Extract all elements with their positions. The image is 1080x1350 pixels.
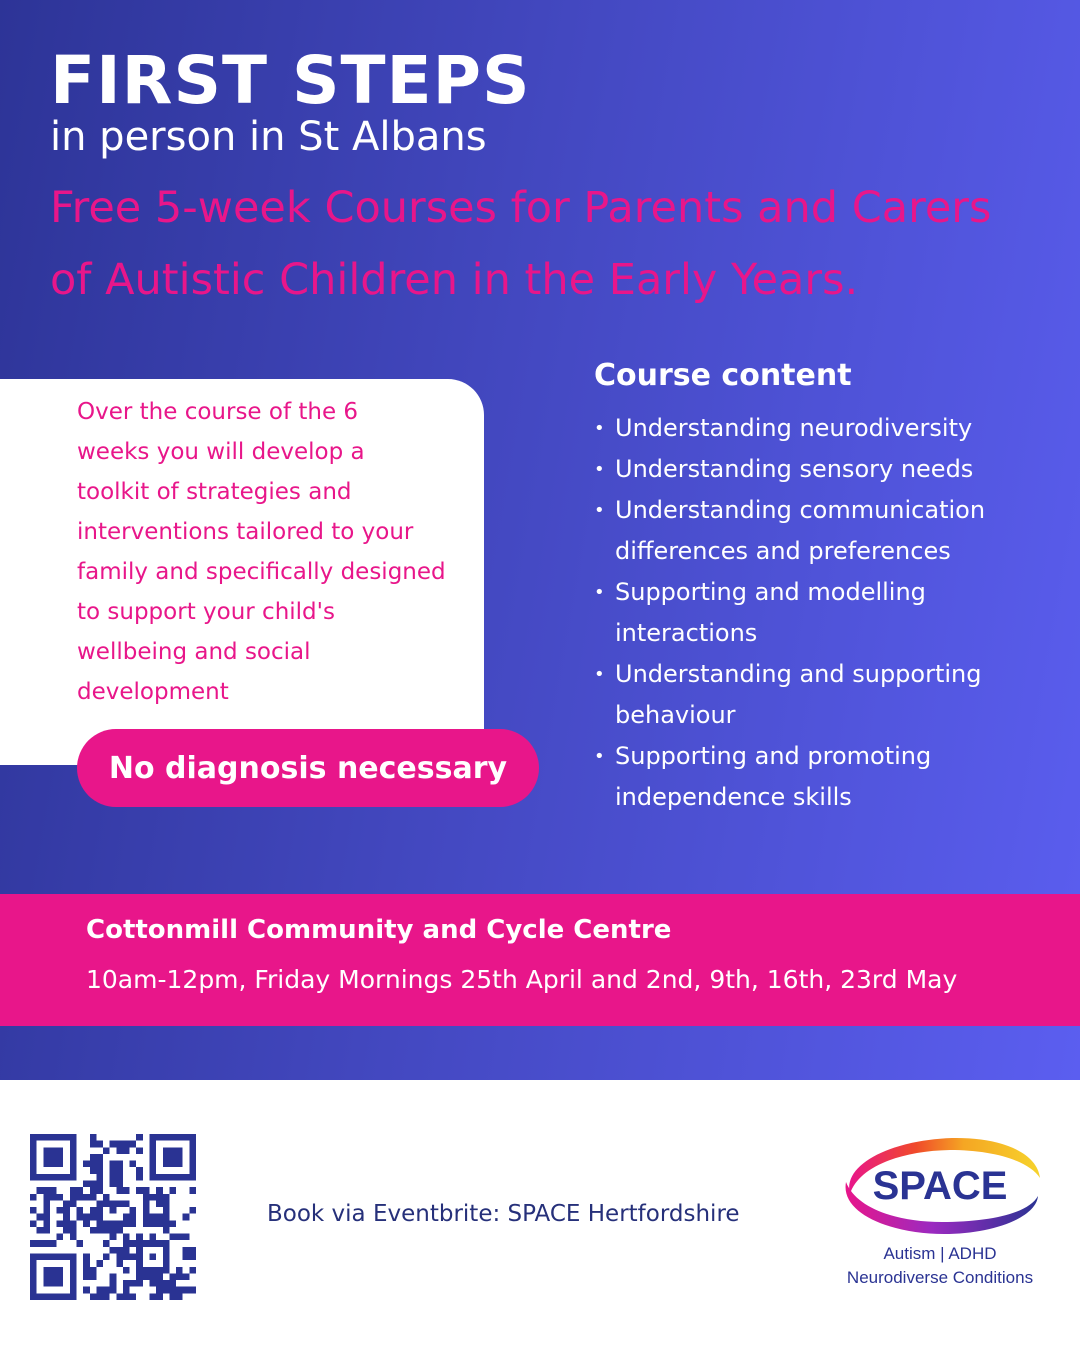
list-item-text: Supporting and promoting	[615, 742, 932, 770]
intro-line: Over the course of the 6	[77, 399, 359, 425]
list-item-text: Understanding and supporting	[615, 660, 982, 688]
list-item-text: differences and preferences	[615, 537, 951, 565]
bullet-icon: •	[594, 664, 605, 685]
course-content-list	[594, 408, 1064, 818]
bullet-icon: •	[594, 459, 605, 480]
logo-tagline-line: Neurodiverse Conditions	[846, 1268, 1034, 1287]
tagline-line: Free 5-week Courses for Parents and Carers	[50, 183, 992, 233]
intro-line: interventions tailored to your	[77, 519, 414, 545]
intro-line: development	[77, 679, 229, 705]
venue-name: Cottonmill Community and Cycle Centre	[86, 915, 672, 945]
bullet-icon: •	[594, 746, 605, 767]
list-item	[594, 572, 1064, 654]
no-diagnosis-badge: No diagnosis necessary	[77, 729, 539, 807]
intro-text	[77, 392, 457, 712]
list-item	[594, 654, 1064, 736]
intro-line: to support your child's	[77, 599, 335, 625]
list-item-text: Understanding neurodiversity	[615, 414, 973, 442]
list-item-text: Understanding communication	[615, 496, 986, 524]
intro-line: family and specifically designed	[77, 559, 446, 585]
tagline	[50, 172, 1060, 316]
list-item-text: behaviour	[615, 701, 736, 729]
intro-line: wellbeing and social	[77, 639, 311, 665]
intro-line: toolkit of strategies and	[77, 479, 352, 505]
page-subtitle: in person in St Albans	[50, 114, 487, 160]
qr-code-icon[interactable]	[30, 1134, 196, 1300]
bullet-icon: •	[594, 582, 605, 603]
list-item	[594, 490, 1064, 572]
venue-time: 10am-12pm, Friday Mornings 25th April and 2nd, 9th, 16th, 23rd May	[86, 965, 958, 994]
logo-tagline-line: Autism | ADHD	[883, 1244, 997, 1263]
list-item-text: independence skills	[615, 783, 852, 811]
list-item	[594, 408, 1064, 449]
list-item-text: interactions	[615, 619, 758, 647]
list-item-text: Supporting and modelling	[615, 578, 926, 606]
list-item	[594, 449, 1064, 490]
logo-wordmark: SPACE	[872, 1164, 1008, 1208]
bullet-icon: •	[594, 500, 605, 521]
intro-line: weeks you will develop a	[77, 439, 365, 465]
bullet-icon: •	[594, 418, 605, 439]
tagline-line: of Autistic Children in the Early Years.	[50, 255, 859, 305]
list-item	[594, 736, 1064, 818]
list-item-text: Understanding sensory needs	[615, 455, 974, 483]
page-title: FIRST STEPS	[50, 42, 531, 119]
course-content-heading: Course content	[594, 358, 852, 393]
booking-text: Book via Eventbrite: SPACE Hertfordshire	[267, 1201, 740, 1227]
space-logo	[832, 1134, 1047, 1238]
